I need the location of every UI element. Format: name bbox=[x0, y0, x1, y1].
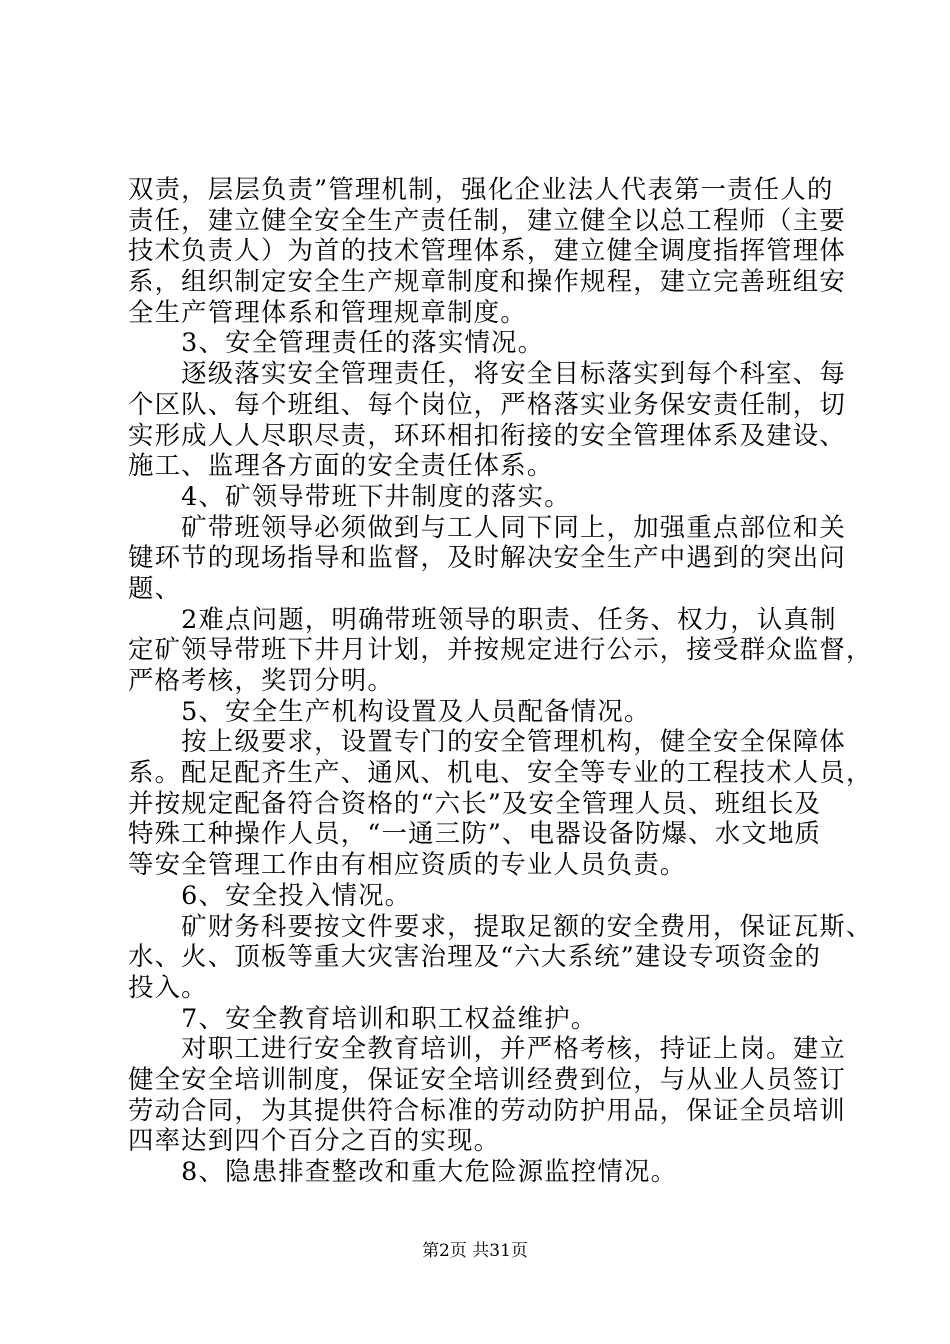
text-line: 全生产管理体系和管理规章制度。 bbox=[128, 296, 527, 327]
text-line: 劳动合同，为其提供符合标准的劳动防护用品，保证全员培训 bbox=[128, 1094, 846, 1125]
text-line: 实形成人人尽职尽责，环环相扣衔接的安全管理体系及建设、 bbox=[128, 419, 846, 450]
text-line: 题、 bbox=[128, 572, 182, 603]
text-line: 健全安全培训制度，保证安全培训经费到位，与从业人员签订 bbox=[128, 1063, 846, 1094]
text-line: 并按规定配备符合资格的“六长”及安全管理人员、班组长及 bbox=[128, 787, 822, 818]
text-line: 严格考核，奖罚分明。 bbox=[128, 665, 394, 695]
text-line: 对职工进行安全教育培训，并严格考核，持证上岗。建立 bbox=[128, 1033, 846, 1064]
text-line: 6、安全投入情况。 bbox=[128, 879, 412, 910]
text-line: 特殊工种操作人员，“一通三防”、电器设备防爆、水文地质 bbox=[128, 818, 822, 849]
text-line: 个区队、每个班组、每个岗位，严格落实业务保安责任制，切 bbox=[128, 388, 846, 419]
text-line: 键环节的现场指导和监督，及时解决安全生产中遇到的突出问 bbox=[128, 542, 846, 573]
text-line: 定矿领导带班下井月计划，并按规定进行公示，接受群众监督， bbox=[128, 634, 873, 665]
text-line: 双责，层层负责”管理机制，强化企业法人代表第一责任人的 bbox=[128, 174, 834, 204]
document-body bbox=[128, 174, 873, 1187]
text-line: 逐级落实安全管理责任，将安全目标落实到每个科室、每 bbox=[128, 358, 846, 389]
text-line: 按上级要求，设置专门的安全管理机构，健全安全保障体 bbox=[128, 726, 846, 757]
text-line: 责任，建立健全安全生产责任制，建立健全以总工程师（主要 bbox=[128, 204, 846, 235]
text-line: 技术负责人）为首的技术管理体系，建立健全调度指挥管理体 bbox=[128, 235, 846, 266]
text-line: 8、隐患排查整改和重大危险源监控情况。 bbox=[128, 1156, 678, 1186]
text-line: 7、安全教育培训和职工权益维护。 bbox=[128, 1002, 598, 1033]
text-line: 2难点问题，明确带班领导的职责、任务、权力，认真制 bbox=[128, 603, 837, 634]
page-footer: 第2页 共31页 bbox=[422, 1241, 528, 1261]
text-line: 投入。 bbox=[128, 971, 208, 1002]
text-line: 3、安全管理责任的落实情况。 bbox=[128, 327, 545, 358]
text-line: 四率达到四个百分之百的实现。 bbox=[128, 1125, 501, 1156]
text-line: 矿财务科要按文件要求，提取足额的安全费用，保证瓦斯、 bbox=[128, 910, 873, 941]
text-line: 矿带班领导必须做到与工人同下同上，加强重点部位和关 bbox=[128, 511, 846, 542]
text-line: 系。配足配齐生产、通风、机电、安全等专业的工程技术人员， bbox=[128, 757, 873, 788]
text-line: 4、矿领导带班下井制度的落实。 bbox=[128, 480, 571, 511]
text-line: 等安全管理工作由有相应资质的专业人员负责。 bbox=[128, 849, 687, 880]
text-line: 5、安全生产机构设置及人员配备情况。 bbox=[128, 695, 651, 726]
text-line: 系，组织制定安全生产规章制度和操作规程，建立完善班组安 bbox=[128, 266, 846, 297]
text-line: 水、火、顶板等重大灾害治理及“六大系统”建设专项资金的 bbox=[128, 941, 822, 972]
text-line: 施工、监理各方面的安全责任体系。 bbox=[128, 450, 554, 481]
